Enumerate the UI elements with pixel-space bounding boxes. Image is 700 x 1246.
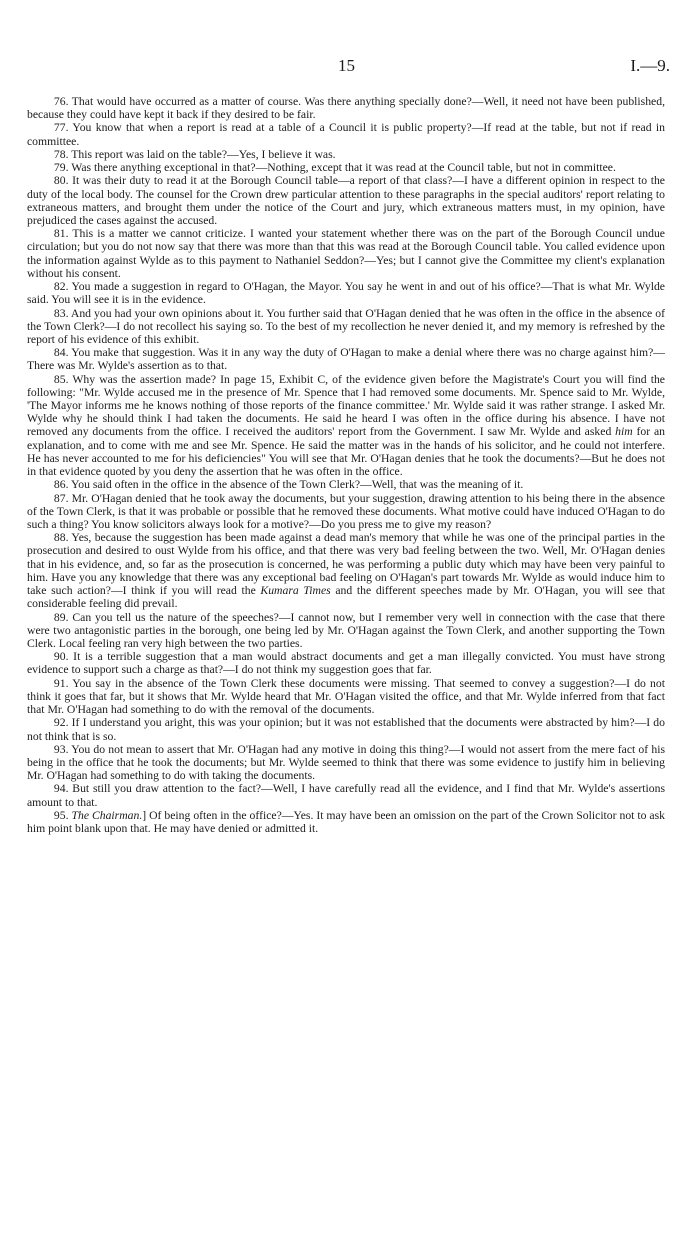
paragraph-88: 88. Yes, because the suggestion has been made against a dead man's memory that while he was one of the principal parties in the prosecution and desired to oust Wylde from his office, and that there was very bad feeling between the two. Well, Mr. O'Hagan denies that in his evidence, and, so far as the prosecution is concerned, he was performing a public duty which may have been very painful to him. Have you any knowledge that there was any exceptional bad feeling on O'Hagan's part towards Mr. Wylde as would induce him to take such action?—I think if you will read the Kumara Times and the different speeches made by Mr. O'Hagan, you will see that considerable feeling did prevail. <box>27 531 666 611</box>
paragraph-76: 76. That would have occurred as a matter of course. Was there anything specially done?—Well, it need not have been published, because they could have kept it back if they desired to be fair. <box>27 95 665 122</box>
paragraph-78: 78. This report was laid on the table?—Yes, I believe it was. <box>53 147 336 161</box>
paragraph-94: 94. But still you draw attention to the fact?—Well, I have carefully read all the evidence, and I find that Mr. Wylde's assertions amount to that. <box>27 782 665 809</box>
paragraph-87: 87. Mr. O'Hagan denied that he took away the documents, but your suggestion, drawing attention to his being there in the absence of the Town Clerk, is that it was probable or possible that he removed these documents. What motive could have induced O'Hagan to do such a thing? You know solicitors always look for a motive?—Do you press me to give my reason? <box>27 491 665 531</box>
paragraph-79: 79. Was there anything exceptional in that?—Nothing, except that it was read at the Council table, but not in committee. <box>53 161 616 175</box>
paragraph-92: 92. If I understand you aright, this was your opinion; but it was not established that the documents were abstracted by him?—I do not think that is so. <box>27 716 665 743</box>
paragraph-80: 80. It was their duty to read it at the Borough Council table—a report of that class?—I have a different opinion in respect to the duty of the local body. The counsel for the Crown drew particular attention to these paragraphs in the special auditors' report relating to extraneous matters, and brought them under the notice of the Court and jury, which extraneous matters must, in my opinion, have prejudiced the cases against the accused. <box>27 174 665 227</box>
paragraph-86: 86. You said often in the office in the absence of the Town Clerk?—Well, that was the meaning of it. <box>53 478 524 492</box>
page-header <box>0 56 700 76</box>
paragraph-93: 93. You do not mean to assert that Mr. O'Hagan had any motive in doing this thing?—I would not assert from the mere fact of his being in the office that he took the documents; but Mr. Wylde seemed to think that there was some evidence to justify him in believing Mr. O'Hagan had something to do with taking the documents. <box>27 742 665 783</box>
paragraph-85: 85. Why was the assertion made? In page 15, Exhibit C, of the evidence given before the Magistrate's Court you will find the following: "Mr. Wylde accused me in the presence of Mr. Spence that I had removed some documents. Mr. Spence said to Mr. Wylde, 'The Mayor informs me he knows nothing of those reports of the finance committee.' Mr. Wylde said it was rather strange. I asked Mr. Wylde why he should think I had taken the documents. He said he heard I was often in the office during his absence. I have not removed any documents from the office. I received the auditors' report from the Government. I saw Mr. Wylde and asked him for an explanation, and to come with me and see Mr. Spence. He said the matter was in the hands of his solicitor, and he could not interfere. He has never accounted to me for his deficiencies" You will see that Mr. O'Hagan denies that he took the documents?—But he does not in that evidence quoted by you deny the assertion that he was often in the office. <box>27 372 665 479</box>
paragraph-77: 77. You know that when a report is read at a table of a Council it is public property?—If read at the table, but not if read in committee. <box>27 121 665 148</box>
section-reference: I.—9. <box>630 56 670 75</box>
page-number: 15 <box>338 56 355 75</box>
paragraph-90: 90. It is a terrible suggestion that a man would abstract documents and get a man illegally convicted. You must have strong evidence to support such a charge as that?—I do not think my suggestion goes that far. <box>27 650 665 677</box>
paragraph-82: 82. You made a suggestion in regard to O'Hagan, the Mayor. You say he went in and out of his office?—That is what Mr. Wylde said. You will see it is in the evidence. <box>27 280 665 307</box>
paragraph-81: 81. This is a matter we cannot criticize. I wanted your statement whether there was on the part of the Borough Council undue circulation; but you do not now say that there was more than that this was read at the Borough Council table. You called evidence upon the information against Wylde as to this payment to Nathaniel Seddon?—Yes; but I cannot give the Committee my client's explanation without his consent. <box>27 227 665 280</box>
document-body <box>27 95 665 835</box>
paragraph-84: 84. You make that suggestion. Was it in any way the duty of O'Hagan to make a denial where there was no charge against him?—There was Mr. Wylde's assertion as to that. <box>27 346 665 373</box>
paragraph-95: 95. The Chairman.] Of being often in the office?—Yes. It may have been an omission on the part of the Crown Solicitor not to ask him point blank upon that. He may have denied or admitted it. <box>27 808 665 836</box>
paragraph-89: 89. Can you tell us the nature of the speeches?—I cannot now, but I remember very well in connection with the case that there were two antagonistic parties in the borough, one being led by Mr. O'Hagan against the Town Clerk, and another supporting the Town Clerk. Local feeling ran very high between the two parties. <box>27 610 665 650</box>
paragraph-83: 83. And you had your own opinions about it. You further said that O'Hagan denied that he was often in the office in the absence of the Town Clerk?—I do not recollect his saying so. To the best of my recollection he never denied it, and my memory is refreshed by the report of his evidence of this exhibit. <box>27 306 665 346</box>
paragraph-91: 91. You say in the absence of the Town Clerk these documents were missing. That seemed to convey a suggestion?—I do not think it goes that far, but it shows that Mr. Wylde heard that Mr. O'Hagan visited the office, and that Mr. Wylde inferred from that fact that Mr. O'Hagan had something to do with the removal of the documents. <box>27 676 665 717</box>
